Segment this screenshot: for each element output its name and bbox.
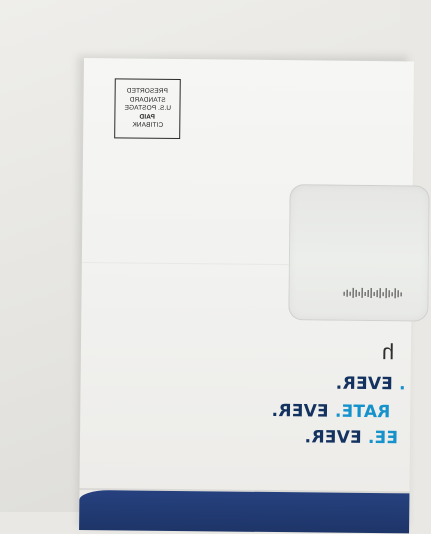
envelope — [79, 58, 414, 531]
headline-lead: . — [398, 374, 406, 395]
headline-tail: EVER. — [271, 400, 335, 422]
postage-indicia-box — [114, 78, 181, 139]
barcode-icon — [343, 285, 403, 300]
greeting-text: h — [381, 339, 395, 365]
postage-line: STANDARD — [129, 96, 166, 104]
postage-line: CITIBANK — [131, 121, 163, 130]
navy-bottom-band — [79, 490, 409, 533]
headline-tail: EVER. — [335, 373, 400, 395]
postage-line: PRESORTED — [126, 87, 169, 95]
postage-line: U.S. POSTAGE — [124, 104, 171, 113]
headline-lead: EE. — [367, 427, 399, 449]
postage-line: PAID — [139, 113, 156, 121]
headline-line-1 — [335, 374, 405, 395]
address-window — [288, 184, 429, 321]
headline-line-3 — [304, 427, 398, 448]
headline-tail: EVER. — [304, 427, 368, 448]
headline-lead: RATE. — [334, 401, 391, 423]
headline-line-2 — [271, 401, 390, 422]
